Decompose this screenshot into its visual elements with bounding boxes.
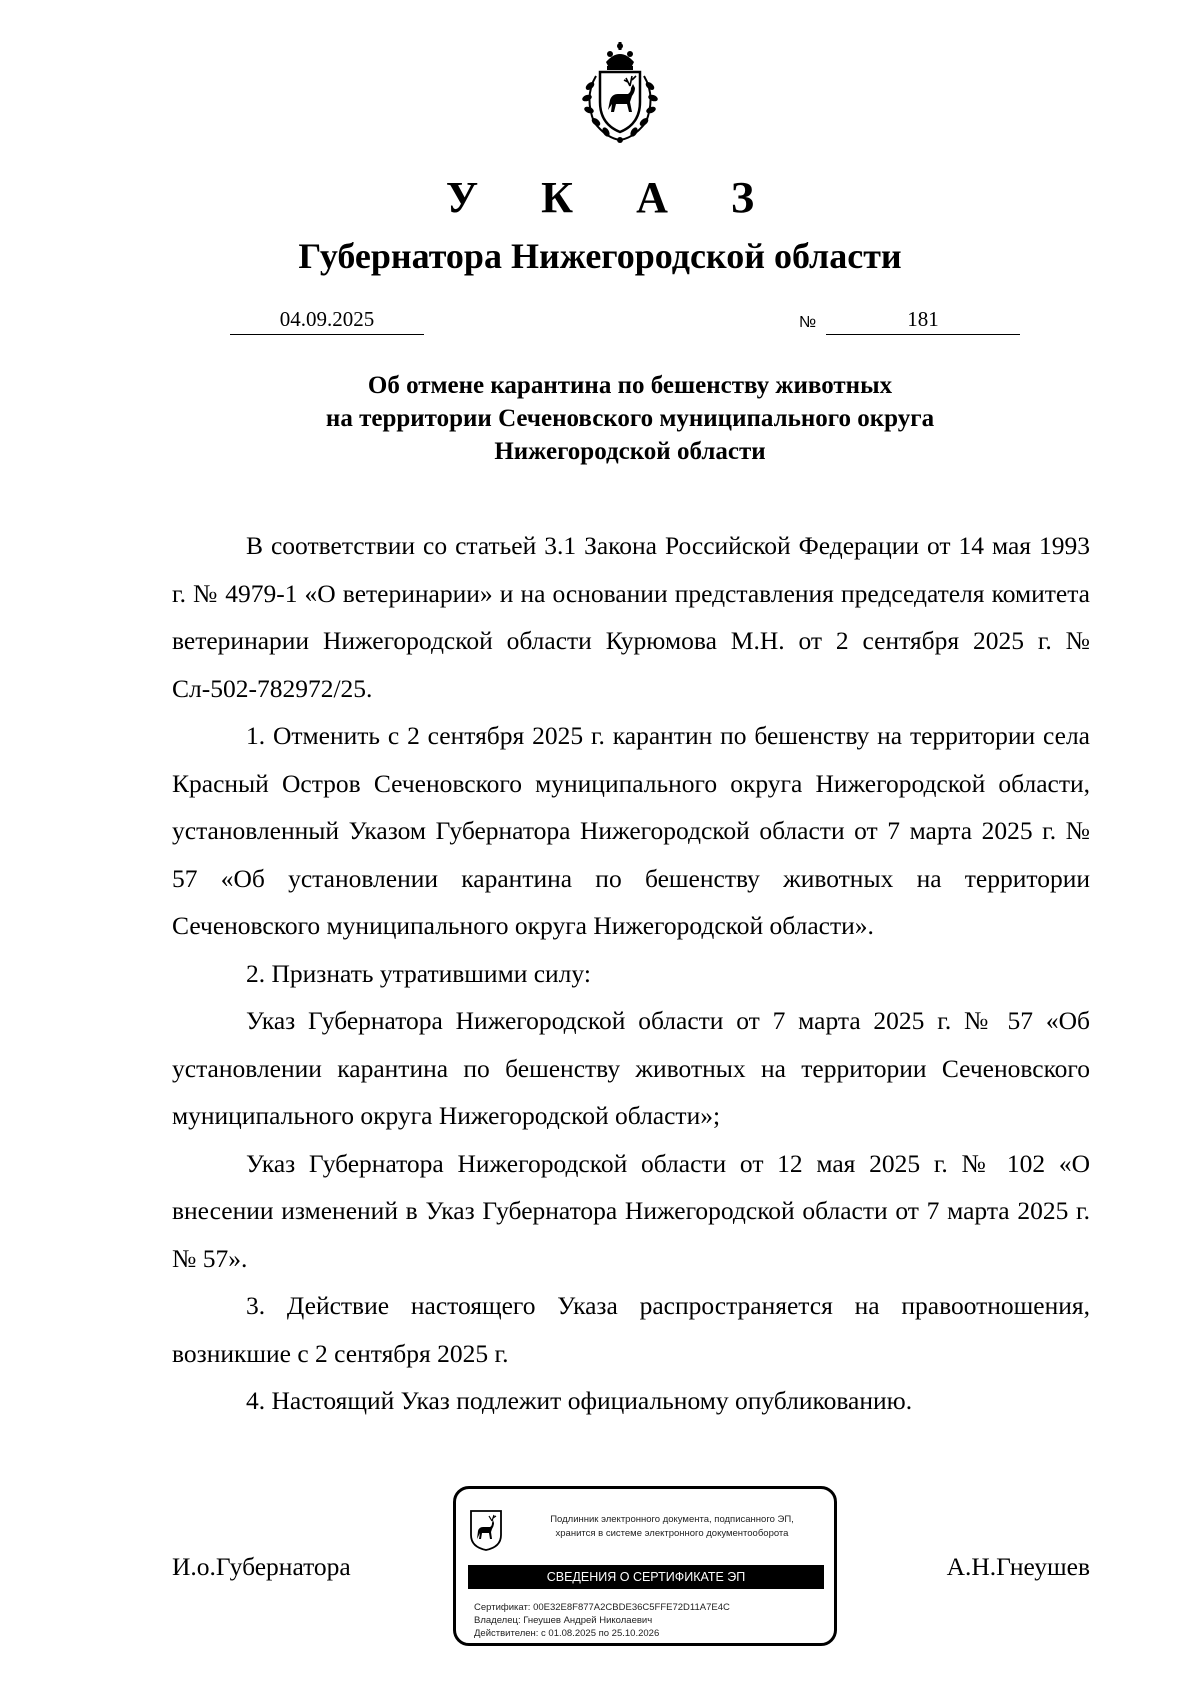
stamp-note: [516, 1513, 828, 1541]
preamble-paragraph: В соответствии со статьей 3.1 Закона Российской Федерации от 14 мая 1993 г. № 4979-1 «О ветеринарии» и на основании представления председателя комитета ветеринарии Нижегородской области Курюмова М.Н. от 2 сентября 2025 г. № Сл-502-782972/25.: [172, 531, 1090, 703]
coat-of-arms-emblem: [572, 40, 668, 144]
subject-line-1: Об отмене карантина по бешенству животных: [367, 372, 893, 399]
subject-line-2: на территории Сеченовского муниципального округа: [325, 405, 935, 432]
certificate-info-header: СВЕДЕНИЯ О СЕРТИФИКАТЕ ЭП: [468, 1565, 824, 1589]
certificate-serial: Сертификат: 00E32E8F877A2CBDE36C5FFE72D11A7E4C: [474, 1602, 730, 1613]
stamp-note-line-1: Подлинник электронного документа, подписанного ЭП,: [550, 1514, 794, 1525]
clause-3-paragraph: 3. Действие настоящего Указа распространяется на правоотношения, возникшие с 2 сентября 2025 г.: [172, 1291, 1090, 1368]
deer-emblem-icon: [469, 1509, 503, 1551]
repealed-act-1-paragraph: Указ Губернатора Нижегородской области от 7 марта 2025 г. № 57 «Об установлении карантина по бешенству животных на территории Сеченовского муниципального округа Нижегородской области»;: [172, 1006, 1090, 1130]
certificate-validity: Действителен: с 01.08.2025 по 25.10.2026: [474, 1628, 660, 1639]
document-type-title: У К А З: [445, 173, 781, 222]
subject-line-3: Нижегородской области: [494, 438, 766, 465]
electronic-signature-stamp: [453, 1486, 837, 1646]
clause-4-paragraph: 4. Настоящий Указ подлежит официальному опубликованию.: [246, 1386, 913, 1415]
document-subject: [0, 369, 1200, 468]
document-body: [172, 522, 1090, 1425]
signatory-position: И.о.Губернатора: [172, 1552, 351, 1581]
issuer-title: Губернатора Нижегородской области: [298, 236, 902, 276]
certificate-owner: Владелец: Гнеушев Андрей Николаевич: [474, 1615, 653, 1626]
clause-2-paragraph: 2. Признать утратившими силу:: [246, 958, 591, 988]
stamp-note-line-2: хранится в системе электронного документооборота: [555, 1528, 789, 1539]
document-number: 181: [826, 306, 1020, 335]
document-date: 04.09.2025: [230, 306, 424, 335]
certificate-details: [474, 1601, 730, 1640]
signatory-name-text: А.Н.Гнеушев: [946, 1552, 1090, 1581]
number-sign: №: [799, 314, 817, 331]
signatory-name: [946, 1552, 1090, 1582]
clause-1-paragraph: 1. Отменить с 2 сентября 2025 г. карантин по бешенству на территории села Красный Остров Сеченовского муниципального округа Нижегородской области, установленный Указом Губернатора Нижегородской области от 7 марта 2025 г. № 57 «Об установлении карантина по бешенству животных на территории Сеченовского муниципального округа Нижегородской области».: [172, 721, 1090, 940]
repealed-act-2-paragraph: Указ Губернатора Нижегородской области от 12 мая 2025 г. № 102 «О внесении изменений в Указ Губернатора Нижегородской области от 7 марта 2025 г. № 57».: [172, 1148, 1090, 1273]
